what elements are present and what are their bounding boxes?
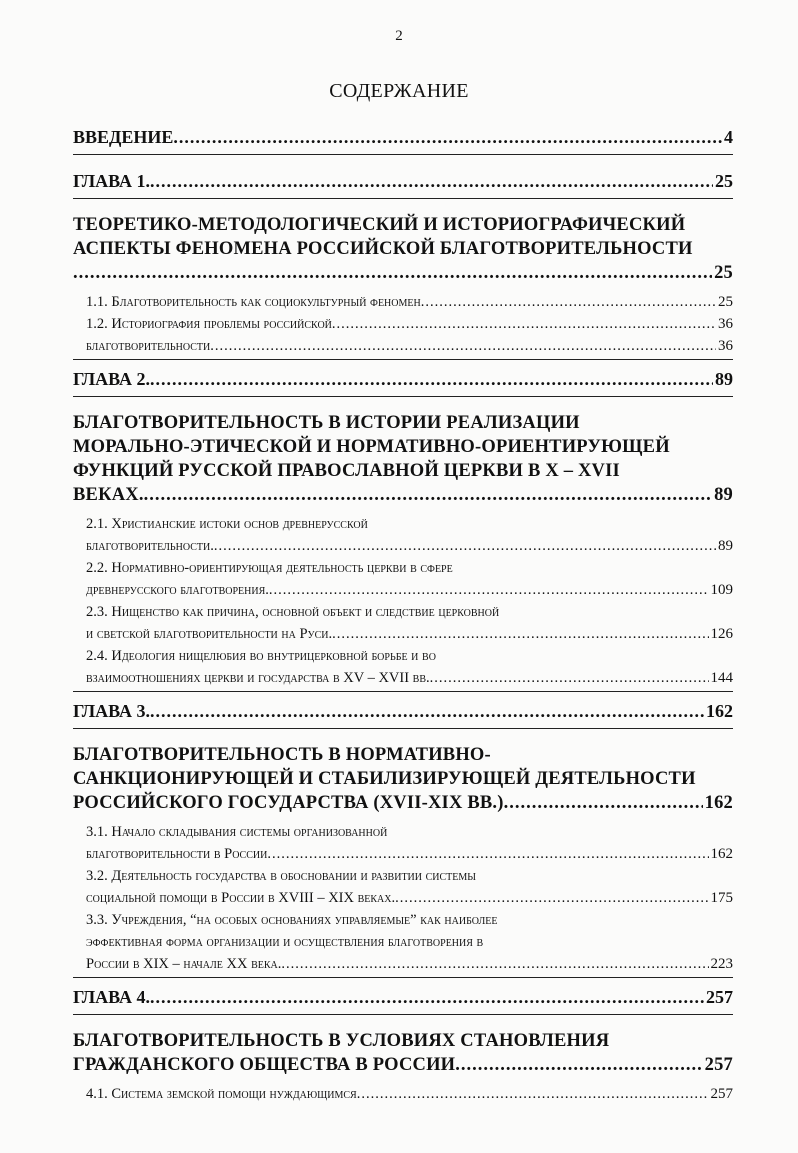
table-of-contents — [73, 118, 733, 1107]
divider — [73, 1014, 733, 1015]
entry-page: 25 — [715, 171, 733, 191]
divider — [73, 977, 733, 978]
entry-page: 89 — [718, 538, 733, 554]
entry-label: 3.3. Учреждения, “на особых основаниях управляемые” как наиболее — [86, 912, 498, 928]
toc-entry-section-4-1[interactable] — [86, 1083, 733, 1105]
entry-page: 4 — [724, 127, 733, 147]
entry-label: ГЛАВА 3. — [73, 701, 151, 721]
title-page-row — [73, 261, 733, 285]
toc-entry-section-2-2[interactable] — [86, 557, 733, 601]
toc-entry-chapter-3[interactable] — [73, 701, 733, 722]
toc-entry-section-2-1[interactable] — [86, 513, 733, 557]
entry-label: 2.2. Нормативно-ориентирующая деятельность церкви в сфере — [86, 560, 453, 576]
dot-leader — [150, 987, 704, 1008]
title-page-row — [73, 1053, 733, 1077]
entry-label: 2.3. Нищенство как причина, основной объект и следствие церковной — [86, 604, 500, 620]
dot-leader — [269, 579, 709, 601]
entry-label: 1.1. Благотворительность как социокультурный феномен — [86, 294, 421, 310]
entry-label: благотворительности — [86, 338, 211, 354]
divider — [73, 359, 733, 360]
entry-label: 3.2. Деятельность государства в обосновании и развитии системы — [86, 868, 477, 884]
entry-label: эффективная форма организации и осуществления благотворения в — [86, 934, 484, 950]
divider — [73, 728, 733, 729]
dot-leader — [430, 667, 709, 689]
dot-leader — [395, 887, 708, 909]
entry-page: 25 — [718, 294, 733, 310]
entry-page: 162 — [706, 701, 733, 721]
entry-page: 36 — [718, 316, 733, 332]
toc-entry-section-3-2[interactable] — [86, 865, 733, 909]
title-line: ГРАЖДАНСКОГО ОБЩЕСТВА В РОССИИ — [73, 1055, 456, 1075]
entry-page: 36 — [718, 338, 733, 354]
dot-leader — [455, 1053, 702, 1077]
entry-page: 175 — [710, 890, 733, 906]
dot-leader — [281, 953, 708, 975]
toc-title: СОДЕРЖАНИЕ — [329, 80, 469, 102]
entry-label: благотворительности в России — [86, 846, 268, 862]
chapter-3-sections — [73, 821, 733, 975]
toc-entry-section-1-2[interactable] — [86, 313, 733, 335]
title-line: БЛАГОТВОРИТЕЛЬНОСТЬ В ИСТОРИИ РЕАЛИЗАЦИИ — [73, 413, 580, 433]
entry-label: 1.2. Историография проблемы российской — [86, 316, 332, 332]
title-line: ФУНКЦИЙ РУССКОЙ ПРАВОСЛАВНОЙ ЦЕРКВИ В X – XVII — [73, 461, 620, 481]
toc-entry-section-3-1[interactable] — [86, 821, 733, 865]
chapter-4-sections — [73, 1083, 733, 1105]
entry-label: ГЛАВА 4. — [73, 987, 151, 1007]
toc-entry-introduction[interactable] — [73, 127, 733, 148]
dot-leader — [504, 791, 703, 815]
entry-label: древнерусского благотворения. — [86, 582, 269, 598]
entry-label: 2.1. Христианские истоки основ древнерусской — [86, 516, 368, 532]
entry-page: 162 — [710, 846, 733, 862]
toc-entry-section-1-1[interactable] — [86, 291, 733, 313]
page-number: 2 — [395, 28, 403, 44]
toc-entry-section-1-2-cont[interactable] — [86, 335, 733, 357]
dot-leader — [421, 291, 716, 313]
entry-label: ВВЕДЕНИЕ — [73, 127, 174, 147]
entry-label: и светской благотворительности на Руси. — [86, 626, 333, 642]
entry-label: России в XIX – начале XX века. — [86, 956, 282, 972]
entry-label: социальной помощи в России в XVIII – XIX веках. — [86, 890, 396, 906]
chapter-3-title[interactable] — [73, 743, 733, 815]
divider — [73, 691, 733, 692]
dot-leader — [144, 483, 712, 507]
dot-leader — [150, 171, 713, 192]
title-page-row — [73, 791, 733, 815]
entry-page: 89 — [714, 485, 733, 505]
entry-page: 257 — [706, 987, 733, 1007]
dot-leader — [173, 127, 722, 148]
dot-leader — [150, 369, 713, 390]
entry-label: взаимоотношениях церкви и государства в XV – XVII вв. — [86, 670, 430, 686]
title-line: САНКЦИОНИРУЮЩЕЙ И СТАБИЛИЗИРУЮЩЕЙ ДЕЯТЕЛЬНОСТИ — [73, 769, 696, 789]
toc-entry-section-2-4[interactable] — [86, 645, 733, 689]
title-line: МОРАЛЬНО-ЭТИЧЕСКОЙ И НОРМАТИВНО-ОРИЕНТИРУЮЩЕЙ — [73, 437, 670, 457]
toc-entry-chapter-2[interactable] — [73, 369, 733, 390]
entry-page: 162 — [704, 793, 733, 813]
entry-page: 109 — [710, 582, 733, 598]
divider — [73, 198, 733, 199]
entry-page: 257 — [710, 1086, 733, 1102]
dot-leader — [214, 535, 716, 557]
entry-label: ГЛАВА 2. — [73, 369, 151, 389]
entry-label: 4.1. Система земской помощи нуждающимся — [86, 1086, 357, 1102]
entry-page: 89 — [715, 369, 733, 389]
entry-label: благотворительности. — [86, 538, 214, 554]
entry-label: ГЛАВА 1. — [73, 171, 151, 191]
entry-page: 25 — [714, 263, 733, 283]
entry-label: 2.4. Идеология нищелюбия во внутрицерковной борьбе и во — [86, 648, 436, 664]
chapter-2-title[interactable] — [73, 411, 733, 507]
dot-leader — [332, 623, 708, 645]
dot-leader — [332, 313, 716, 335]
toc-entry-section-3-3[interactable] — [86, 909, 733, 975]
title-line: ТЕОРЕТИКО-МЕТОДОЛОГИЧЕСКИЙ И ИСТОРИОГРАФИЧЕСКИЙ — [73, 215, 686, 235]
entry-page: 126 — [710, 626, 733, 642]
entry-label: 3.1. Начало складывания системы организованной — [86, 824, 388, 840]
title-line: БЛАГОТВОРИТЕЛЬНОСТЬ В УСЛОВИЯХ СТАНОВЛЕНИЯ — [73, 1031, 610, 1051]
chapter-1-sections — [73, 291, 733, 357]
title-page-row — [73, 483, 733, 507]
entry-page: 144 — [710, 670, 733, 686]
toc-entry-chapter-4[interactable] — [73, 987, 733, 1008]
dot-leader — [210, 335, 716, 357]
entry-page: 257 — [704, 1055, 733, 1075]
divider — [73, 396, 733, 397]
toc-entry-section-2-3[interactable] — [86, 601, 733, 645]
dot-leader — [357, 1083, 709, 1105]
dot-leader — [73, 261, 712, 285]
chapter-4-title[interactable] — [73, 1029, 733, 1077]
title-line: РОССИЙСКОГО ГОСУДАРСТВА (XVII-XIX ВВ.) — [73, 793, 504, 813]
divider — [73, 154, 733, 155]
entry-page: 223 — [710, 956, 733, 972]
chapter-2-sections — [73, 513, 733, 689]
toc-entry-chapter-1[interactable] — [73, 171, 733, 192]
dot-leader — [267, 843, 708, 865]
chapter-1-title[interactable] — [73, 213, 733, 285]
title-line: АСПЕКТЫ ФЕНОМЕНА РОССИЙСКОЙ БЛАГОТВОРИТЕЛЬНОСТИ — [73, 239, 693, 259]
title-line: ВЕКАХ. — [73, 485, 144, 505]
dot-leader — [150, 701, 704, 722]
title-line: БЛАГОТВОРИТЕЛЬНОСТЬ В НОРМАТИВНО- — [73, 745, 491, 765]
